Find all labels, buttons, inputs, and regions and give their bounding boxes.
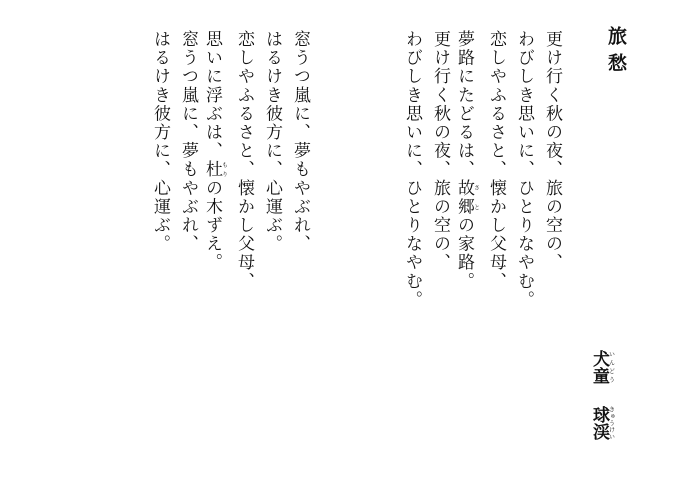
stanza2-line-6: はるけき彼方に、心運ぶ。 [150, 30, 170, 254]
stanza2-line-2: はるけき彼方に、心運ぶ。 [262, 30, 282, 254]
stanza2-line-1: 窓うつ嵐に、夢もやぶれ、 [290, 30, 310, 254]
stanza2-line-4: 思いに浮ぶは、杜もりの木ずえ。 [202, 30, 228, 272]
poem-title: 旅愁 [605, 26, 627, 80]
stanza1-line-2: わびしき思いに、ひとりなやむ。 [514, 30, 534, 309]
author-given-name: 球渓きゅうけい [589, 406, 615, 440]
stanza1-line-6: わびしき思いに、ひとりなやむ。 [402, 30, 422, 309]
stanza2-line-3: 恋しやふるさと、懐かし父母、 [234, 30, 254, 291]
stanza1-line-5: 更け行く秋の夜、旅の空の、 [430, 30, 450, 272]
ruby-mori: もり [220, 160, 228, 179]
poem-author [588, 350, 614, 440]
stanza1-line-4: 夢路にたどるは、故郷さとの家路。 [454, 30, 480, 291]
stanza1-line-1: 更け行く秋の夜、旅の空の、 [542, 30, 562, 272]
stanza2-line-5: 窓うつ嵐に、夢もやぶれ、 [178, 30, 198, 254]
ruby-furusato: さと [472, 178, 480, 217]
stanza1-line-3: 恋しやふるさと、懐かし父母、 [486, 30, 506, 291]
author-family-name: 犬童いんどう [589, 350, 615, 384]
